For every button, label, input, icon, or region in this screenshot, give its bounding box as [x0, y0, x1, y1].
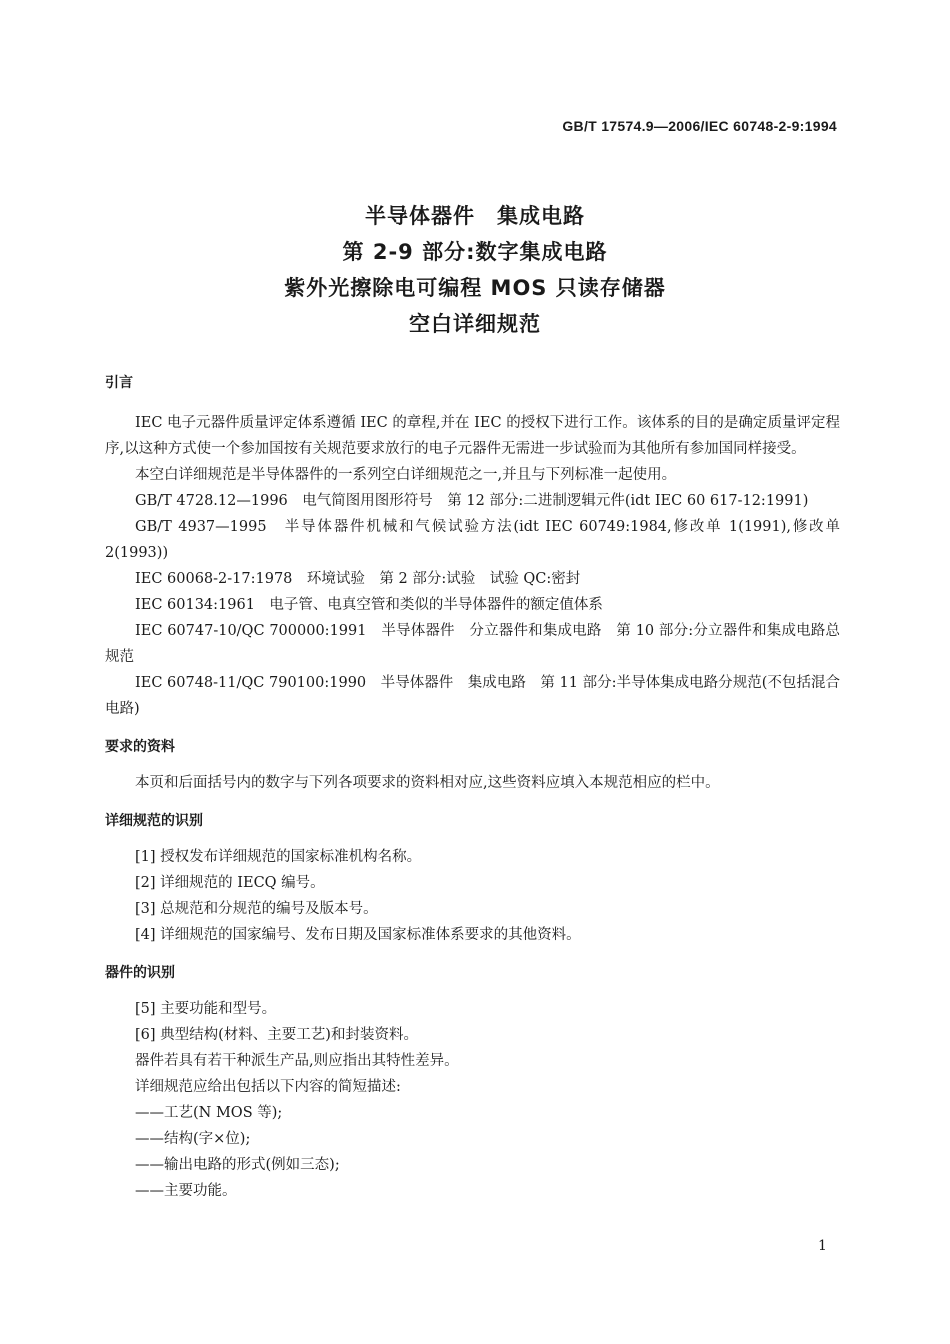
- list-item: [4] 详细规范的国家编号、发布日期及国家标准体系要求的其他资料。: [135, 927, 581, 943]
- required-paragraph: 本页和后面括号内的数字与下列各项要求的资料相对应,这些资料应填入本规范相应的栏中。: [135, 775, 720, 791]
- reference-standard: IEC 60748-11/QC 790100:1990 半导体器件 集成电路 第 11 部分:半导体集成电路分规范(不包括混合电路): [105, 675, 840, 717]
- list-item: ——结构(字×位);: [135, 1131, 251, 1147]
- device-id-list: [105, 996, 840, 1204]
- list-item: [3] 总规范和分规范的编号及版本号。: [135, 901, 378, 917]
- list-item: [5] 主要功能和型号。: [135, 1001, 277, 1017]
- title-line-3: 紫外光擦除电可编程 MOS 只读存储器: [284, 276, 666, 300]
- intro-heading: 引言: [105, 375, 133, 391]
- reference-standard: GB/T 4937—1995 半导体器件机械和气候试验方法(idt IEC 60749:1984,修改单 1(1991),修改单 2(1993)): [105, 519, 840, 561]
- reference-standard: IEC 60068-2-17:1978 环境试验 第 2 部分:试验 试验 QC:密封: [135, 571, 581, 587]
- spec-id-list: [105, 844, 840, 948]
- reference-standard: IEC 60134:1961 电子管、电真空管和类似的半导体器件的额定值体系: [135, 597, 603, 613]
- reference-standard: GB/T 4728.12—1996 电气简图用图形符号 第 12 部分:二进制逻辑元件(idt IEC 60 617-12:1991): [135, 493, 809, 509]
- intro-paragraph: 本空白详细规范是半导体器件的一系列空白详细规范之一,并且与下列标准一起使用。: [135, 467, 677, 483]
- list-item: [2] 详细规范的 IECQ 编号。: [135, 875, 325, 891]
- document-body: [105, 370, 840, 1204]
- list-item: [6] 典型结构(材料、主要工艺)和封装资料。: [135, 1027, 418, 1043]
- standard-code: GB/T 17574.9—2006/IEC 60748-2-9:1994: [562, 118, 837, 134]
- list-item: 器件若具有若干种派生产品,则应指出其特性差异。: [135, 1053, 459, 1069]
- title-line-2: 第 2-9 部分:数字集成电路: [342, 240, 608, 264]
- spec-id-heading: 详细规范的识别: [105, 813, 203, 829]
- required-heading: 要求的资料: [105, 739, 175, 755]
- list-item: ——工艺(N MOS 等);: [135, 1105, 283, 1121]
- title-line-1: 半导体器件 集成电路: [365, 204, 585, 228]
- page-number: 1: [818, 1238, 827, 1254]
- list-item: ——输出电路的形式(例如三态);: [135, 1157, 340, 1173]
- list-item: ——主要功能。: [135, 1183, 237, 1199]
- intro-paragraph: IEC 电子元器件质量评定体系遵循 IEC 的章程,并在 IEC 的授权下进行工作。该体系的目的是确定质量评定程序,以这种方式使一个参加国按有关规范要求放行的电子元器件无需进一步试验而为其他所有参加国同样接受。: [105, 415, 840, 457]
- device-id-heading: 器件的识别: [105, 965, 175, 981]
- list-item: 详细规范应给出包括以下内容的简短描述:: [135, 1079, 401, 1095]
- document-title: [0, 198, 950, 342]
- reference-standard: IEC 60747-10/QC 700000:1991 半导体器件 分立器件和集成电路 第 10 部分:分立器件和集成电路总规范: [105, 623, 840, 665]
- intro-section: [105, 410, 840, 722]
- title-line-4: 空白详细规范: [409, 312, 541, 336]
- list-item: [1] 授权发布详细规范的国家标准机构名称。: [135, 849, 422, 865]
